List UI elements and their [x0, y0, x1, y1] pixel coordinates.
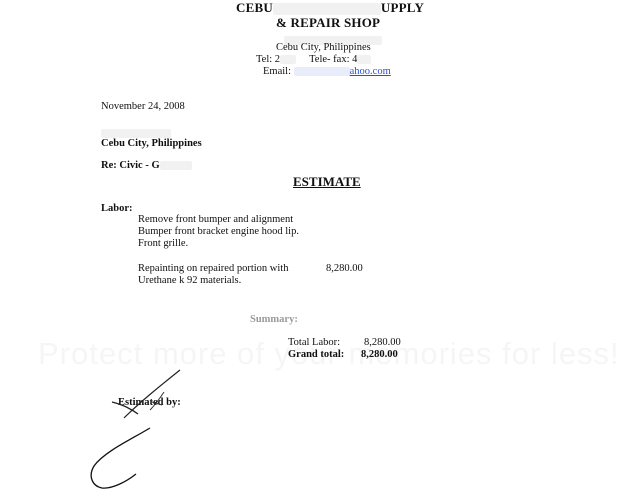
labor-label: Labor: — [101, 203, 133, 214]
re-label: Re: Civic - G — [101, 160, 160, 171]
email-label: Email: — [263, 66, 291, 77]
company-name-right: UPPLY — [380, 0, 425, 15]
company-name-line2: & REPAIR SHOP — [276, 15, 381, 30]
labor-item1-line3: Front grille. — [138, 238, 189, 249]
tel-label: Tel: 2 — [256, 54, 281, 65]
labor-item1-line2: Bumper front bracket engine hood lip. — [138, 226, 299, 237]
letterhead-city: Cebu City, Philippines — [276, 42, 371, 53]
labor-item2-line1: Repainting on repaired portion with — [138, 263, 289, 274]
estimated-by-label: Estimated by: — [118, 397, 181, 408]
grand-total-value: 8,280.00 — [361, 349, 398, 360]
telefax-label: Tele- fax: 4 — [309, 54, 358, 65]
total-labor-value: 8,280.00 — [364, 337, 401, 348]
summary-label: Summary: — [250, 314, 298, 325]
labor-item1-line1: Remove front bumper and alignment — [138, 214, 294, 225]
recipient-city: Cebu City, Philippines — [101, 138, 202, 149]
labor-item2-amount: 8,280.00 — [326, 263, 363, 274]
company-name-left: CEBU — [236, 0, 273, 15]
letter-date: November 24, 2008 — [101, 101, 185, 112]
grand-total-label: Grand total: — [288, 349, 345, 360]
email-link[interactable]: ahoo.com — [349, 66, 391, 77]
total-labor-label: Total Labor: — [288, 337, 341, 348]
estimate-title: ESTIMATE — [293, 174, 361, 189]
labor-item2-line2: Urethane k 92 materials. — [138, 275, 242, 286]
